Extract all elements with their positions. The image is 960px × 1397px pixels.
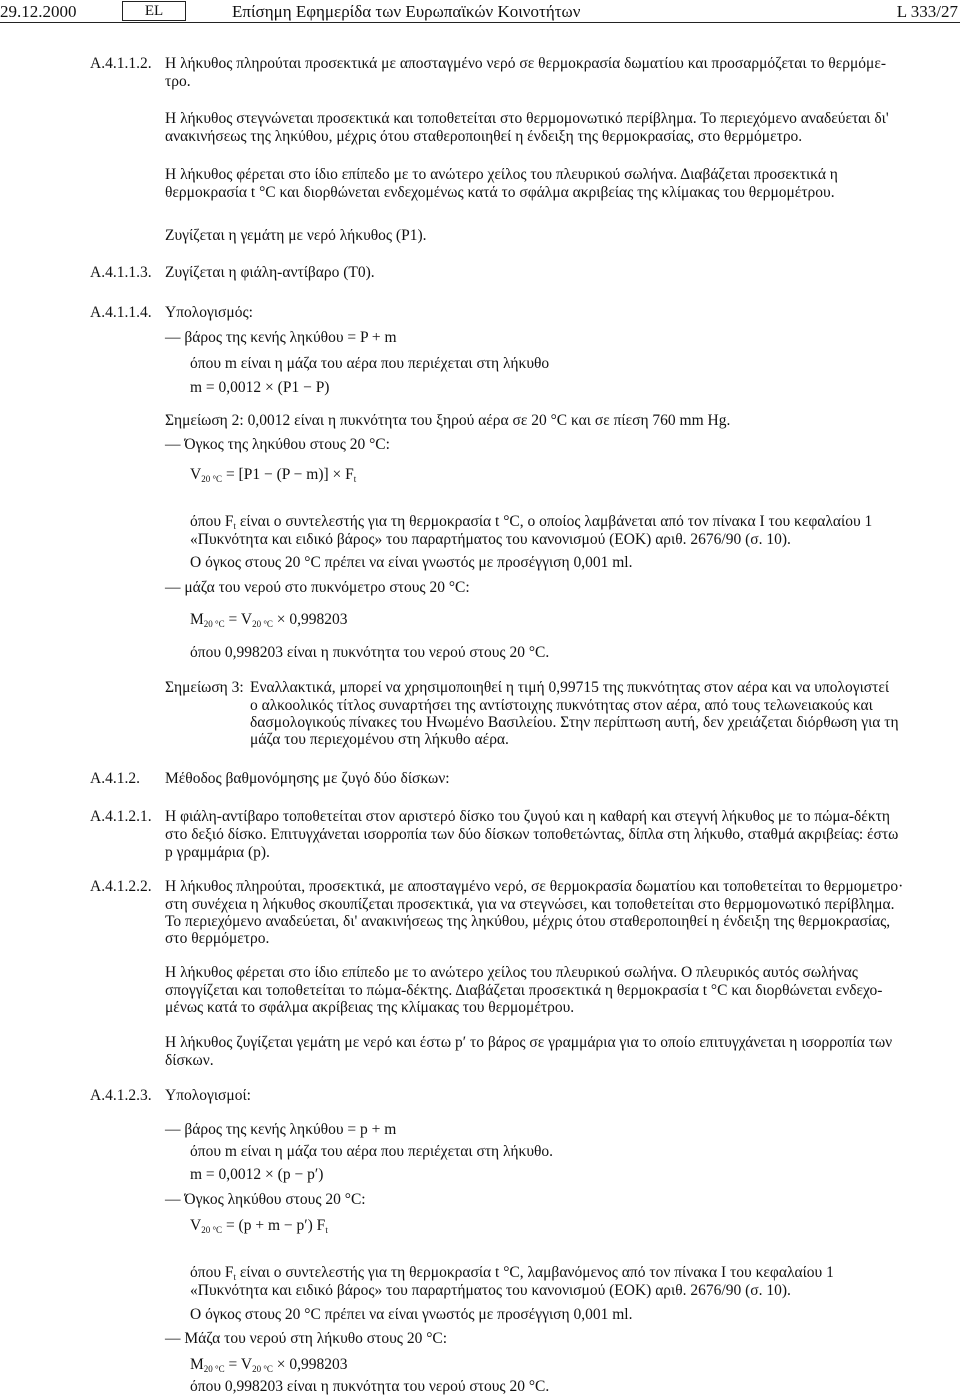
bullet-item: — Μάζα του νερού στη λήκυθο στους 20 °C: bbox=[165, 1330, 448, 1347]
section-title: Μέθοδος βαθμονόμησης με ζυγό δύο δίσκων: bbox=[165, 770, 450, 787]
paragraph-line: «Πυκνότητα και ειδικό βάρος» του παραρτήματος του κανονισμού (ΕΟΚ) αριθ. 2676/90 (σ. 10). bbox=[190, 1282, 791, 1299]
note-label: Σημείωση 3: bbox=[165, 679, 244, 696]
paragraph-line: θερμοκρασία t °C και διορθώνεται ενδεχομένως κατά το σφάλμα ακριβείας της κλίμακας του θερμομέτρου. bbox=[165, 184, 835, 201]
paragraph-line: όπου $F_t$ είναι ο συντελεστής για τη θερμοκρασία t °C, ο οποίος λαμβάνεται από τον πίνακα I του κεφαλαίου 1 bbox=[190, 513, 873, 531]
header-rule bbox=[0, 22, 960, 23]
section-label: A.4.1.2. bbox=[90, 770, 140, 787]
note: Σημείωση 2: 0,0012 είναι η πυκνότητα του ξηρού αέρα σε 20 °C και σε πίεση 760 mm Hg. bbox=[165, 412, 731, 429]
paragraph-line: όπου m είναι η μάζα του αέρα που περιέχεται στη λήκυθο. bbox=[190, 1143, 554, 1160]
section-label: A.4.1.1.3. bbox=[90, 264, 152, 281]
paragraph-line: Ο όγκος στους 20 °C πρέπει να είναι γνωστός με προσέγγιση 0,001 ml. bbox=[190, 1306, 633, 1323]
paragraph-line: στο δεξιό δίσκο. Επιτυγχάνεται ισορροπία των δύο δίσκων τοποθετώντας, δίπλα στη λήκυθο, σταθμά ακριβείας: έστω bbox=[165, 826, 899, 843]
section-label: A.4.1.2.2. bbox=[90, 878, 152, 895]
formula-mass: $M_{20 ^\circ C} = V_{20 ^\circ C} \times 0,998203$ bbox=[190, 611, 348, 629]
paragraph-line: όπου m είναι η μάζα του αέρα που περιέχεται στη λήκυθο bbox=[190, 355, 550, 372]
paragraph-line: όπου 0,998203 είναι η πυκνότητα του νερού στους 20 °C. bbox=[190, 644, 550, 661]
section-title: Υπολογισμός: bbox=[165, 304, 253, 321]
paragraph-line: σπογγίζεται και τοποθετείται το πώμα-δέκτης. Διαβάζεται προσεκτικά η θερμοκρασία t °C και διορθώνεται ενδεχο- bbox=[165, 982, 883, 999]
section-label: A.4.1.2.1. bbox=[90, 808, 152, 825]
note-line: ο αλκοολικός τίτλος συναρτήσει της αντίστοιχης πυκνότητας στον αέρα, από τους τελωνειακούς και bbox=[250, 697, 873, 714]
bullet-item: — Όγκος της ληκύθου στους 20 °C: bbox=[165, 436, 390, 453]
formula: m = 0,0012 × (p − p′) bbox=[190, 1166, 324, 1183]
page-reference: L 333/27 bbox=[896, 2, 958, 21]
formula-volume: $V_{20 ^\circ C} = [P1 - (P - m)] \times F_t$ bbox=[190, 466, 357, 484]
paragraph-line: Το περιεχόμενο αναδεύεται, δι' ανακινήσεως της ληκύθου, μέχρις ότου σταθεροποιηθεί η ένδειξη της θερμοκρασίας, bbox=[165, 913, 891, 930]
paragraph-line: στη συνέχεια η λήκυθος σκουπίζεται προσεκτικά, για να στεγνώσει, και τοποθετείται στο θερμομονωτικό περίβλημα. bbox=[165, 896, 895, 913]
paragraph-line: «Πυκνότητα και ειδικό βάρος» του παραρτήματος του κανονισμού (ΕΟΚ) αριθ. 2676/90 (σ. 10). bbox=[190, 531, 791, 548]
paragraph-line: p γραμμάρια (p). bbox=[165, 844, 270, 861]
bullet-item: — μάζα του νερού στο πυκνόμετρο στους 20 °C: bbox=[165, 579, 470, 596]
note-line: Εναλλακτικά, μπορεί να χρησιμοποιηθεί η τιμή 0,99715 της πυκνότητας στον αέρα και να υπολογιστεί bbox=[250, 679, 890, 696]
note-line: μάζα του περιεχομένου στη λήκυθο αέρα. bbox=[250, 731, 509, 748]
paragraph-line: όπου $F_t$ είναι ο συντελεστής για τη θερμοκρασία t °C, λαμβανόμενος από τον πίνακα I του κεφαλαίου 1 bbox=[190, 1264, 834, 1282]
formula-mass: $M_{20 ^\circ C} = V_{20 ^\circ C} \times 0,998203$ bbox=[190, 1356, 348, 1374]
bullet-item: — βάρος της κενής ληκύθου = p + m bbox=[165, 1121, 397, 1138]
paragraph-line: μένως κατά το σφάλμα ακρίβειας της κλίμακας του θερμομέτρου. bbox=[165, 999, 575, 1016]
language-badge: EL bbox=[122, 1, 186, 21]
paragraph-line: στο θερμόμετρο. bbox=[165, 930, 270, 947]
paragraph-line: δίσκων. bbox=[165, 1052, 214, 1069]
paragraph-line: Ο όγκος στους 20 °C πρέπει να είναι γνωστός με προσέγγιση 0,001 ml. bbox=[190, 554, 633, 571]
paragraph-line: Η λήκυθος φέρεται στο ίδιο επίπεδο με το ανώτερο χείλος του πλευρικού σωλήνα. Διαβάζεται προσεκτικά η bbox=[165, 166, 838, 183]
paragraph-line: Η λήκυθος στεγνώνεται προσεκτικά και τοποθετείται στο θερμομονωτικό περίβλημα. Το περιεχόμενο αναδεύεται δι' bbox=[165, 110, 889, 127]
paragraph-line: Η λήκυθος ζυγίζεται γεμάτη με νερό και έστω p′ το βάρος σε γραμμάρια για το οποίο επιτυγχάνεται η ισορροπία των bbox=[165, 1034, 893, 1051]
formula: m = 0,0012 × (P1 − P) bbox=[190, 379, 330, 396]
section-label: A.4.1.2.3. bbox=[90, 1087, 152, 1104]
section-label: A.4.1.1.4. bbox=[90, 304, 152, 321]
paragraph-line: Η λήκυθος πληρούται, προσεκτικά, με αποσταγμένο νερό, σε θερμοκρασία δωματίου και τοποθετείται το θερμομετρο· bbox=[165, 878, 904, 895]
paragraph-line: Η φιάλη-αντίβαρο τοποθετείται στον αριστερό δίσκο του ζυγού και η καθαρή και στεγνή λήκυθος με το πώμα-δέκτη bbox=[165, 808, 890, 825]
paragraph-line: Η λήκυθος πληρούται προσεκτικά με αποσταγμένο νερό σε θερμοκρασία δωματίου και προσαρμόζεται το θερμόμε- bbox=[165, 55, 887, 72]
formula-volume: $V_{20 ^\circ C} = (p + m - p')$ $F_t$ bbox=[190, 1217, 328, 1235]
journal-title: Επίσημη Εφημερίδα των Ευρωπαϊκών Κοινοτήτων bbox=[232, 2, 581, 21]
paragraph-line: τρο. bbox=[165, 73, 191, 90]
paragraph-line: ανακινήσεως της ληκύθου, μέχρις ότου σταθεροποιηθεί η ένδειξη της θερμοκρασίας, στο θερμόμετρο. bbox=[165, 128, 803, 145]
bullet-item: — Όγκος ληκύθου στους 20 °C: bbox=[165, 1191, 366, 1208]
section-label: A.4.1.1.2. bbox=[90, 55, 152, 72]
paragraph-line: Ζυγίζεται η γεμάτη με νερό λήκυθος (P1). bbox=[165, 227, 427, 244]
bullet-item: — βάρος της κενής ληκύθου = P + m bbox=[165, 329, 397, 346]
paragraph-line: όπου 0,998203 είναι η πυκνότητα του νερού στους 20 °C. bbox=[190, 1378, 550, 1395]
paragraph-line: Η λήκυθος φέρεται στο ίδιο επίπεδο με το ανώτερο χείλος του πλευρικού σωλήνα. Ο πλευρικός αυτός σωλήνας bbox=[165, 964, 858, 981]
note-line: δασμολογικούς πίνακες του Ηνωμένο Βασιλείου. Στην περίπτωση αυτή, δεν χρειάζεται διόρθωση για τη bbox=[250, 714, 899, 731]
section-title: Υπολογισμοί: bbox=[165, 1087, 251, 1104]
paragraph-line: Ζυγίζεται η φιάλη-αντίβαρο (T0). bbox=[165, 264, 375, 281]
header-date: 29.12.2000 bbox=[0, 2, 77, 21]
